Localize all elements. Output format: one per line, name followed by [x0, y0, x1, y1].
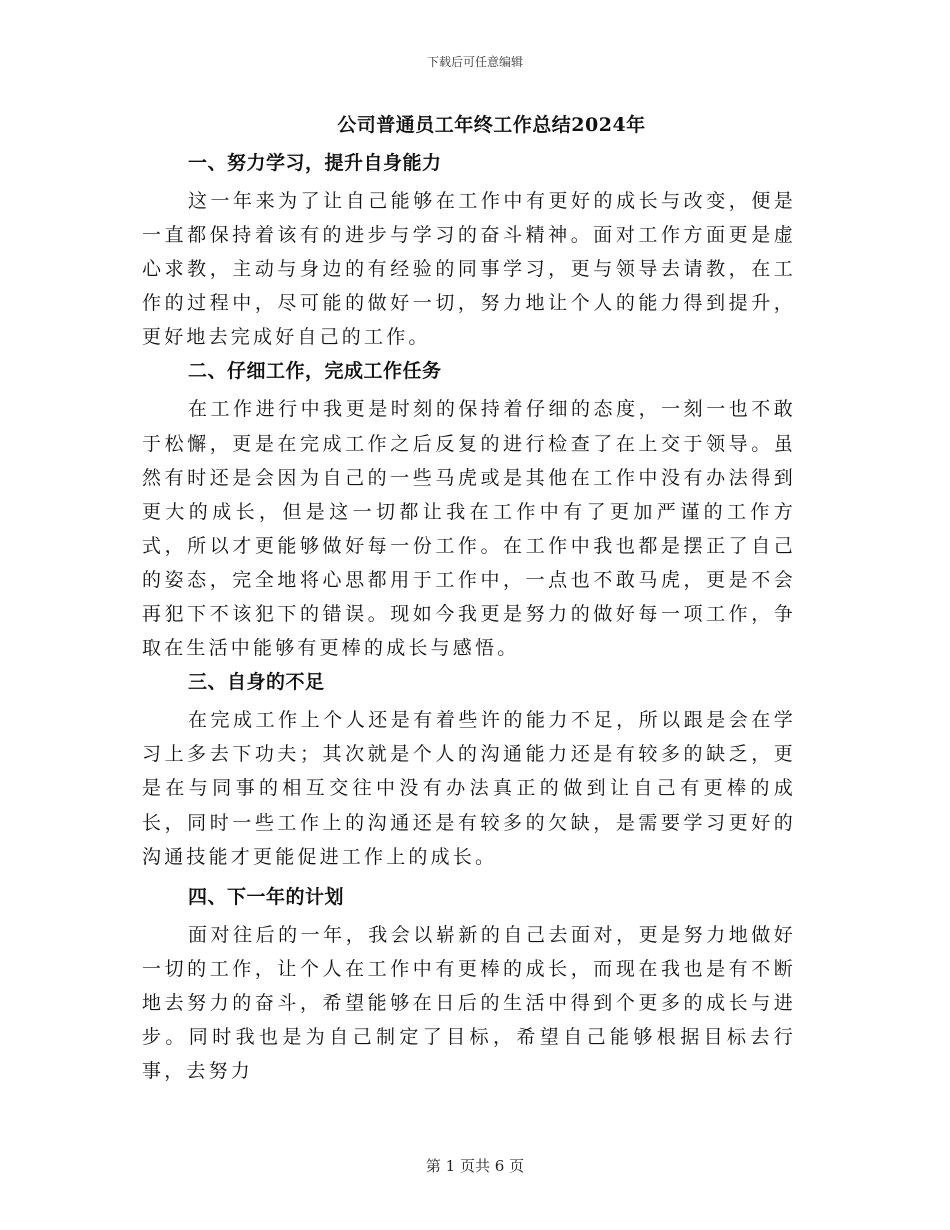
section-heading: 三、自身的不足 — [188, 671, 325, 694]
section-3 — [142, 665, 796, 873]
section-paragraph: 面对往后的一年，我会以崭新的自己去面对，更是努力地做好一切的工作，让个人在工作中有更棒的成长，而现在我也是有不断地去努力的奋斗，希望能够在日后的生活中得到个更多的成长与进步。同时我也是为自己制定了目标，希望自己能够根据目标去行事，去努力 — [142, 923, 796, 1083]
section-2 — [142, 354, 796, 665]
document-title: 公司普通员工年终工作总结2024年 — [337, 114, 646, 136]
section-1 — [142, 146, 796, 354]
section-paragraph: 在完成工作上个人还是有着些许的能力不足，所以跟是会在学习上多去下功夫；其次就是个人的沟通能力还是有较多的缺乏，更是在与同事的相互交往中没有办法真正的做到让自己有更棒的成长，同时一些工作上的沟通还是有较多的欠缺，是需要学习更好的沟通技能才更能促进工作上的成长。 — [142, 709, 796, 868]
document-body — [142, 104, 796, 1088]
section-paragraph: 这一年来为了让自己能够在工作中有更好的成长与改变，便是一直都保持着该有的进步与学习的奋斗精神。面对工作方面更是虚心求教，主动与身边的有经验的同事学习，更与领导去请教，在工作的过程中，尽可能的做好一切，努力地让个人的能力得到提升，更好地去完成好自己的工作。 — [142, 190, 796, 349]
section-4 — [142, 880, 796, 1088]
page-header: 下载后可任意编辑 — [426, 55, 523, 69]
section-heading: 二、仔细工作，完成工作任务 — [188, 360, 442, 383]
page-footer: 第 1 页共 6 页 — [425, 1157, 525, 1175]
section-heading: 四、下一年的计划 — [188, 885, 345, 908]
section-heading: 一、努力学习，提升自身能力 — [188, 152, 442, 174]
section-paragraph: 在工作进行中我更是时刻的保持着仔细的态度，一刻一也不敢于松懈，更是在完成工作之后反复的进行检查了在上交于领导。虽然有时还是会因为自己的一些马虎或是其他在工作中没有办法得到更大的成长，但是这一切都让我在工作中有了更加严谨的工作方式，所以才更能够做好每一份工作。在工作中我也都是摆正了自己的姿态，完全地将心思都用于工作中，一点也不敢马虎，更是不会再犯下不该犯下的错误。现如今我更是努力的做好每一项工作，争取在生活中能够有更棒的成长与感悟。 — [142, 398, 796, 660]
